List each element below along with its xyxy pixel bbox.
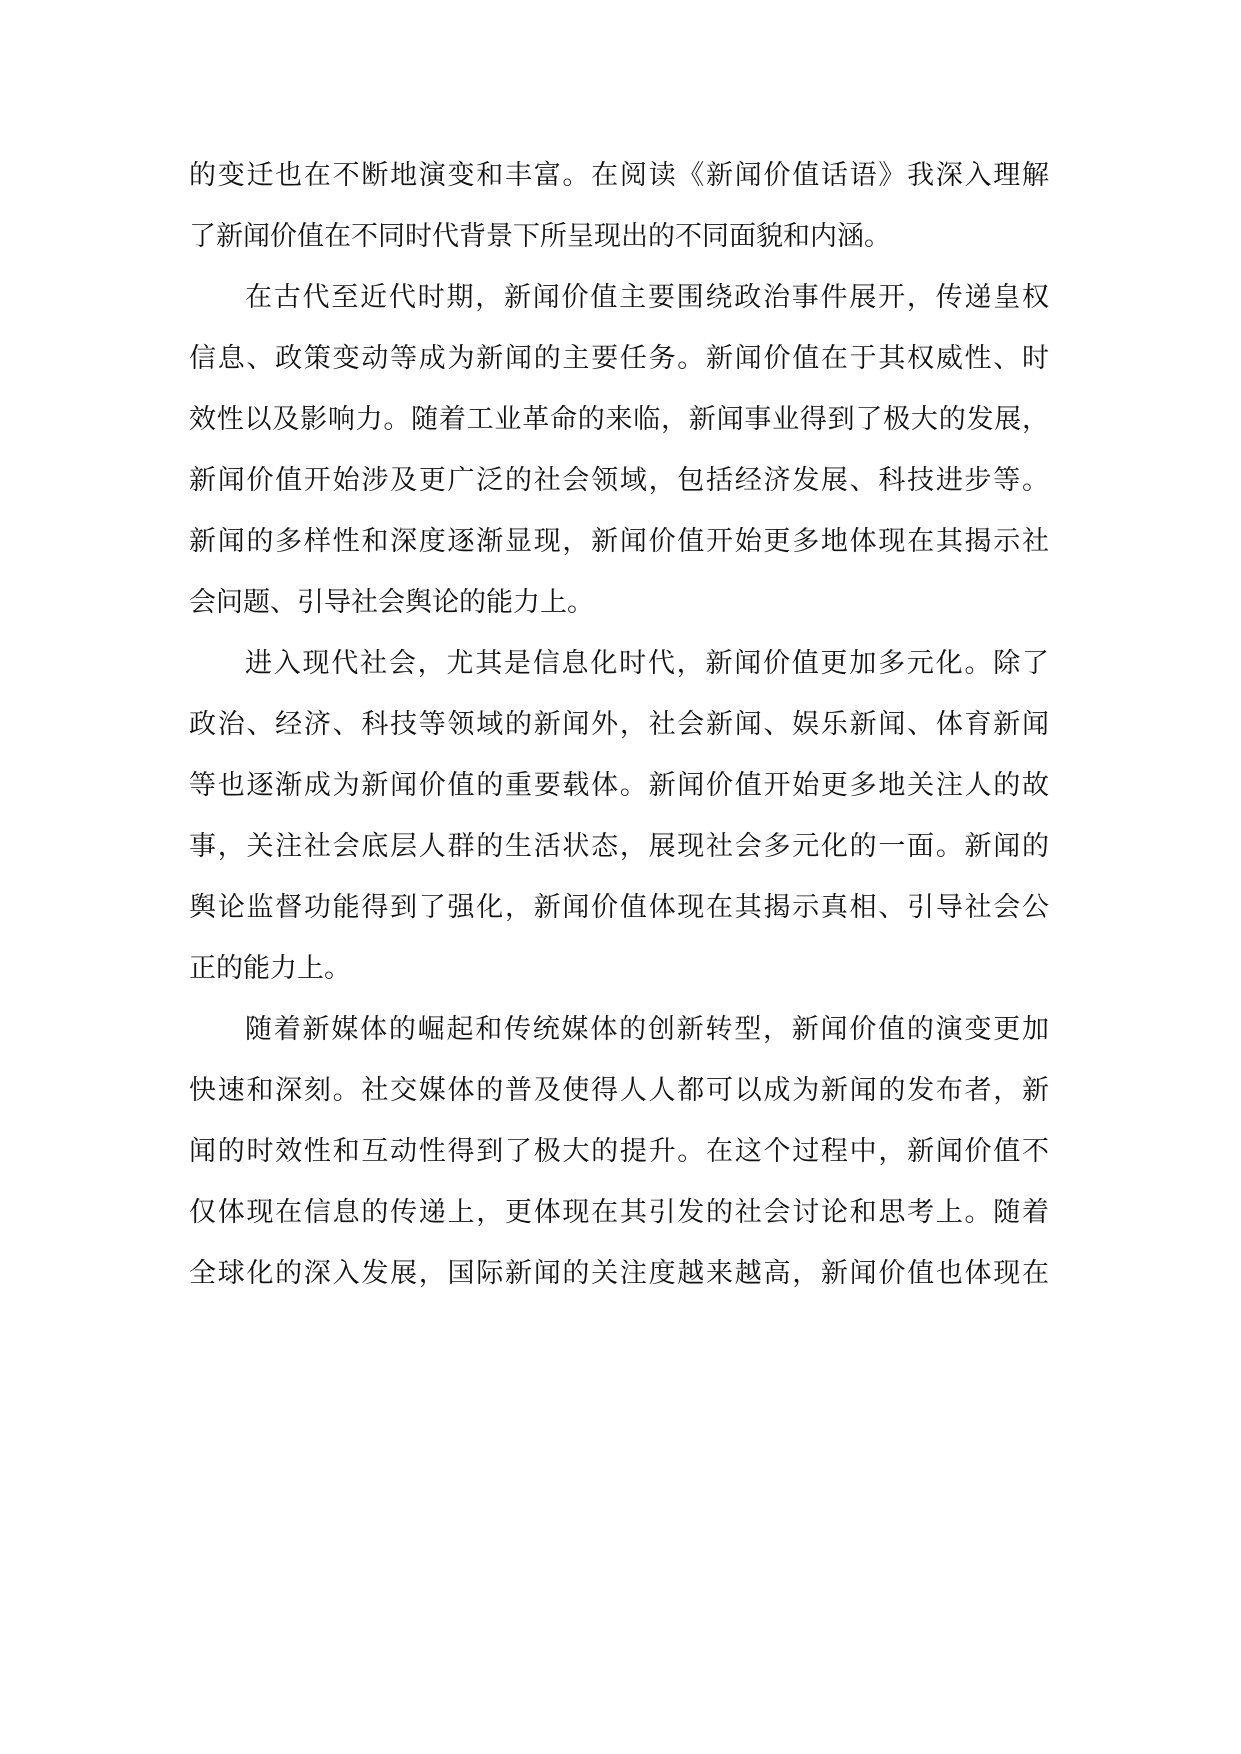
text-line-12: 事，关注社会底层人群的生活状态，展现社会多元化的一面。新闻的 [189, 831, 1049, 862]
body-text [189, 145, 1049, 1304]
text-line-2: 了新闻价值在不同时代背景下所呈现出的不同面貌和内涵。 [189, 221, 891, 252]
text-line-15: 随着新媒体的崛起和传统媒体的创新转型，新闻价值的演变更加 [245, 1014, 1049, 1045]
text-line-3: 在古代至近代时期，新闻价值主要围绕政治事件展开，传递皇权 [245, 282, 1049, 313]
text-line-10: 政治、经济、科技等领域的新闻外，社会新闻、娱乐新闻、体育新闻 [189, 709, 1049, 740]
text-line-6: 新闻价值开始涉及更广泛的社会领域，包括经济发展、科技进步等。 [189, 465, 1049, 496]
text-line-9: 进入现代社会，尤其是信息化时代，新闻价值更加多元化。除了 [245, 648, 1049, 679]
text-line-14: 正的能力上。 [189, 953, 351, 984]
text-line-1: 的变迁也在不断地演变和丰富。在阅读《新闻价值话语》我深入理解 [189, 160, 1049, 191]
text-line-18: 仅体现在信息的传递上，更体现在其引发的社会讨论和思考上。随着 [189, 1197, 1049, 1228]
text-line-11: 等也逐渐成为新闻价值的重要载体。新闻价值开始更多地关注人的故 [189, 770, 1049, 801]
text-line-4: 信息、政策变动等成为新闻的主要任务。新闻价值在于其权威性、时 [189, 343, 1049, 374]
text-line-8: 会问题、引导社会舆论的能力上。 [189, 587, 594, 618]
text-line-5: 效性以及影响力。随着工业革命的来临，新闻事业得到了极大的发展， [189, 404, 1049, 435]
text-line-19: 全球化的深入发展，国际新闻的关注度越来越高，新闻价值也体现在 [189, 1258, 1049, 1289]
text-line-13: 舆论监督功能得到了强化，新闻价值体现在其揭示真相、引导社会公 [189, 892, 1049, 923]
text-line-17: 闻的时效性和互动性得到了极大的提升。在这个过程中，新闻价值不 [189, 1136, 1049, 1167]
text-line-16: 快速和深刻。社交媒体的普及使得人人都可以成为新闻的发布者，新 [189, 1075, 1049, 1106]
text-line-7: 新闻的多样性和深度逐渐显现，新闻价值开始更多地体现在其揭示社 [189, 526, 1049, 557]
